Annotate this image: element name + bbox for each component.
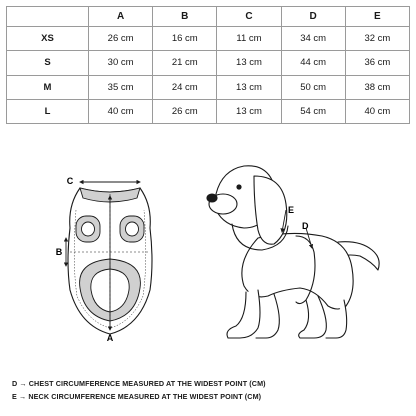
table-cell: 35 cm	[89, 75, 153, 99]
table-cell: 13 cm	[217, 51, 281, 75]
table-row	[7, 27, 410, 51]
legend-neck-circumference: E → NECK CIRCUMFERENCE MEASURED AT THE WIDEST POINT (CM)	[12, 392, 262, 401]
table-cell: 40 cm	[89, 99, 153, 123]
table-row	[7, 75, 410, 99]
table-cell: 16 cm	[153, 27, 217, 51]
size-label-cell: M	[7, 75, 89, 99]
table-cell: 44 cm	[281, 51, 345, 75]
table-row	[7, 51, 410, 75]
table-corner-cell	[7, 7, 89, 27]
column-header-e: E	[345, 7, 409, 27]
table-cell: 11 cm	[217, 27, 281, 51]
measure-a-label: A	[106, 333, 114, 343]
garment-right-leg-hole	[120, 216, 144, 242]
column-header-c: C	[217, 7, 281, 27]
table-cell: 21 cm	[153, 51, 217, 75]
measure-b-label: B	[55, 247, 63, 257]
table-cell: 13 cm	[217, 99, 281, 123]
table-cell: 54 cm	[281, 99, 345, 123]
table-cell: 32 cm	[345, 27, 409, 51]
dog-diagram	[207, 166, 379, 338]
table-cell: 13 cm	[217, 75, 281, 99]
table-cell: 26 cm	[153, 99, 217, 123]
garment-diagram	[56, 176, 152, 343]
measure-e-label: E	[288, 205, 295, 215]
legend-chest-circumference: D → CHEST CIRCUMFERENCE MEASURED AT THE WIDEST POINT (CM)	[12, 379, 266, 388]
size-label-cell: S	[7, 51, 89, 75]
table-cell: 34 cm	[281, 27, 345, 51]
table-cell: 50 cm	[281, 75, 345, 99]
dog-front-leg	[227, 290, 260, 338]
measure-c-label: C	[66, 176, 74, 186]
measurement-legend	[12, 377, 412, 403]
table-row	[7, 99, 410, 123]
size-chart-table	[6, 6, 410, 124]
garment-left-leg-hole	[76, 216, 100, 242]
column-header-a: A	[89, 7, 153, 27]
size-label-cell: XS	[7, 27, 89, 51]
dog-eye	[236, 184, 241, 189]
column-header-d: D	[281, 7, 345, 27]
table-cell: 38 cm	[345, 75, 409, 99]
table-header-row	[7, 7, 410, 27]
table-cell: 26 cm	[89, 27, 153, 51]
measurement-illustrations	[0, 160, 416, 380]
size-label-cell: L	[7, 99, 89, 123]
table-cell: 30 cm	[89, 51, 153, 75]
dog-ear	[254, 176, 287, 244]
table-cell: 24 cm	[153, 75, 217, 99]
column-header-b: B	[153, 7, 217, 27]
measure-d-label: D	[302, 221, 309, 231]
table-cell: 36 cm	[345, 51, 409, 75]
dog-nose	[207, 194, 217, 202]
table-cell: 40 cm	[345, 99, 409, 123]
